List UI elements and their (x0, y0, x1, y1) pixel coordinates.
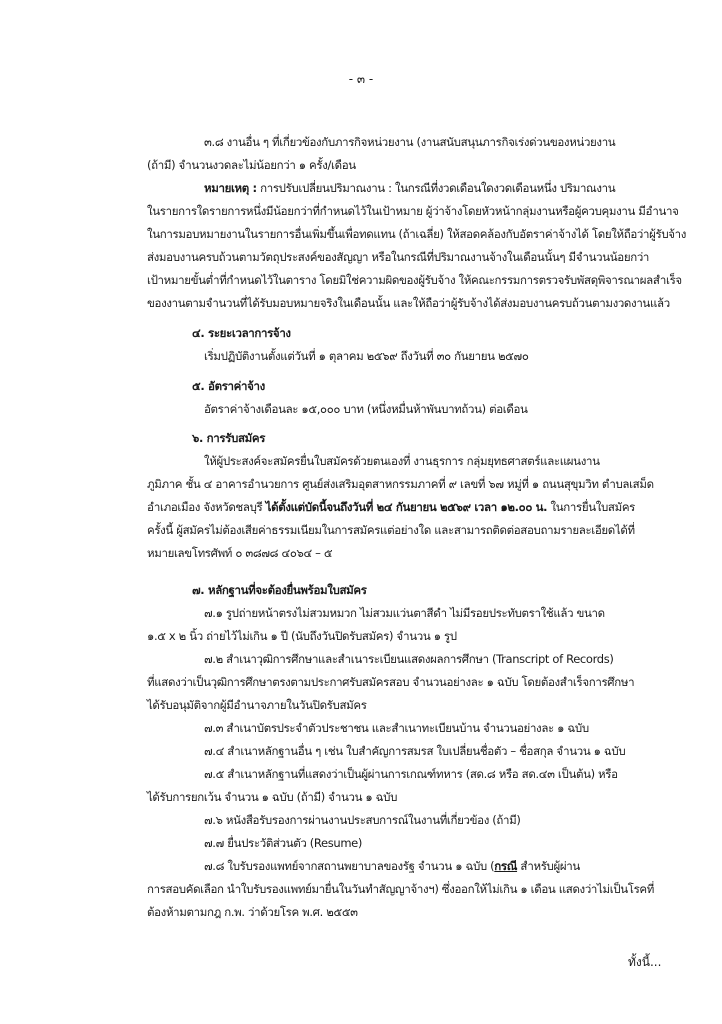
item-7-2-line3: ได้รับอนุมัติจากผู้มีอำนาจภายในวันปิดรับสมัคร (147, 698, 367, 712)
item-7-8-line2: การสอบคัดเลือก นำใบรับรองแพทย์มายื่นในวันทำสัญญาจ้างฯ) ซึ่งออกให้ไม่เกิน ๑ เดือน แสดงว่าไม่เป็นโรคที่ (147, 882, 654, 896)
section6-line1: ให้ผู้ประสงค์จะสมัครยื่นใบสมัครด้วยตนเองที่ งานธุรการ กลุ่มยุทธศาสตร์และแผนงาน (204, 454, 600, 468)
note-line6: ของงานตามจำนวนที่ได้รับมอบหมายจริงในเดือนนั้น และให้ถือว่าผู้รับจ้างได้ส่งมอบงานครบถ้วนตามงวดงานแล้ว (147, 296, 670, 310)
section4-heading: ๔. ระยะเวลาการจ้าง (192, 326, 291, 340)
item-7-2-line1: ๗.๒ สำเนาวุฒิการศึกษาและสำเนาระเบียนแสดงผลการศึกษา (Transcript of Records) (204, 652, 614, 666)
item-7-6: ๗.๖ หนังสือรับรองการผ่านงานประสบการณ์ในงานที่เกี่ยวข้อง (ถ้ามี) (204, 813, 521, 827)
note-line2: ในรายการใดรายการหนึ่งมีน้อยกว่าที่กำหนดไว้ในเป้าหมาย ผู้ว่าจ้างโดยหัวหน้ากลุ่มงานหรือผู้ควบคุมงาน มีอำนาจ (147, 204, 679, 218)
item-7-1-line1: ๗.๑ รูปถ่ายหน้าตรงไม่สวมหมวก ไม่สวมแว่นตาสีดำ ไม่มีรอยประทับตราใช้แล้ว ขนาด (204, 606, 605, 620)
section5-heading: ๕. อัตราค่าจ้าง (192, 379, 265, 393)
section6-line3-a: อำเภอเมือง จังหวัดชลบุรี (147, 500, 266, 514)
item-7-8-line1 (204, 858, 580, 874)
item-7-4: ๗.๔ สำเนาหลักฐานอื่น ๆ เช่น ใบสำคัญการสมรส ใบเปลี่ยนชื่อตัว – ชื่อสกุล จำนวน ๑ ฉบับ (204, 744, 626, 758)
note-line1-text: การปรับเปลี่ยนปริมาณงาน : ในกรณีที่งวดเดือนใดงวดเดือนหนึ่ง ปริมาณงาน (256, 181, 616, 195)
section6-line2: ภูมิภาค ชั้น ๔ อาคารอำนวยการ ศูนย์ส่งเสริมอุตสาหกรรมภาคที่ ๙ เลขที่ ๖๗ หมู่ที่ ๑ ถนนสุขุมวิท ตำบลเสม็ด (147, 477, 654, 491)
page-number: - ๓ - (348, 72, 374, 86)
note-line3: ในการมอบหมายงานในรายการอื่นเพิ่มขึ้นเพื่อทดแทน (ถ้าเฉลี่ย) ให้สอดคล้องกับอัตราค่าจ้างได้ โดยให้ถือว่าผู้รับจ้าง (147, 227, 687, 241)
note-line5: เป้าหมายขั้นต่ำที่กำหนดไว้ในตาราง โดยมิใช่ความผิดของผู้รับจ้าง ให้คณะกรรมการตรวจรับพัสดุพิจารณาผลสำเร็จ (147, 273, 682, 287)
item-7-8-line1-a: ๗.๘ ใบรับรองแพทย์จากสถานพยาบาลของรัฐ จำนวน ๑ ฉบับ ( (204, 859, 495, 873)
section4-text: เริ่มปฏิบัติงานตั้งแต่วันที่ ๑ ตุลาคม ๒๕๖๙ ถึงวันที่ ๓๐ กันยายน ๒๕๗๐ (204, 349, 529, 363)
note-label: หมายเหตุ : (204, 181, 257, 195)
section6-heading: ๖. การรับสมัคร (192, 431, 266, 445)
item-7-3: ๗.๓ สำเนาบัตรประจำตัวประชาชน และสำเนาทะเบียนบ้าน จำนวนอย่างละ ๑ ฉบับ (204, 721, 589, 735)
section7-heading: ๗. หลักฐานที่จะต้องยื่นพร้อมใบสมัคร (192, 583, 367, 597)
item-7-2-line2: ที่แสดงว่าเป็นวุฒิการศึกษาตรงตามประกาศรับสมัครสอบ จำนวนอย่างละ ๑ ฉบับ โดยต้องสำเร็จการศึกษา (147, 675, 635, 689)
item-7-5-line2: ได้รับการยกเว้น จำนวน ๑ ฉบับ (ถ้ามี) จำนวน ๑ ฉบับ (147, 790, 398, 804)
note-line4: ส่งมอบงานครบถ้วนตามวัตถุประสงค์ของสัญญา หรือในกรณีที่ปริมาณงานจ้างในเดือนนั้นๆ มีจำนวนน้อยกว่า (147, 250, 650, 264)
section5-text: อัตราค่าจ้างเดือนละ ๑๕,๐๐๐ บาท (หนึ่งหมื่นห้าพันบาทถ้วน) ต่อเดือน (204, 402, 528, 416)
item-7-7: ๗.๗ ยื่นประวัติส่วนตัว (Resume) (204, 836, 363, 850)
section6-phone: หมายเลขโทรศัพท์ ๐ ๓๘๗๘ ๔๐๖๔ – ๕ (147, 546, 333, 560)
item-7-1-line2: ๑.๕ x ๒ นิ้ว ถ่ายไว้ไม่เกิน ๑ ปี (นับถึงวันปิดรับสมัคร) จำนวน ๑ รูป (147, 629, 457, 643)
application-deadline: ได้ตั้งแต่บัดนี้จนถึงวันที่ ๒๔ กันยายน ๒๕๖๙ เวลา ๑๒.๐๐ น. (265, 500, 548, 514)
item-3-8-line1: ๓.๘ งานอื่น ๆ ที่เกี่ยวข้องกับภารกิจหน่วยงาน (งานสนับสนุนภารกิจเร่งด่วนของหน่วยงาน (204, 135, 616, 149)
item-7-5-line1: ๗.๕ สำเนาหลักฐานที่แสดงว่าเป็นผู้ผ่านการเกณฑ์ทหาร (สด.๘ หรือ สด.๔๓ เป็นต้น) หรือ (204, 767, 618, 781)
item-3-8-line2: (ถ้ามี) จำนวนงวดละไม่น้อยกว่า ๑ ครั้ง/เดือน (147, 158, 356, 172)
section6-line3-b: ในการยื่นใบสมัคร (547, 500, 636, 514)
item-7-8-line3: ต้องห้ามตามกฎ ก.พ. ว่าด้วยโรค พ.ศ. ๒๕๕๓ (147, 905, 358, 919)
closing-continuation: ทั้งนี้... (628, 955, 662, 969)
item-7-8-case: กรณี (494, 859, 518, 873)
section6-line3 (147, 499, 635, 515)
note-line1 (204, 180, 615, 196)
item-7-8-line1-b: สำหรับผู้ผ่าน (517, 859, 580, 873)
section6-line4: ครั้งนี้ ผู้สมัครไม่ต้องเสียค่าธรรมเนียมในการสมัครแต่อย่างใด และสามารถติดต่อสอบถามรายละเอียดได้ที่ (147, 523, 635, 537)
